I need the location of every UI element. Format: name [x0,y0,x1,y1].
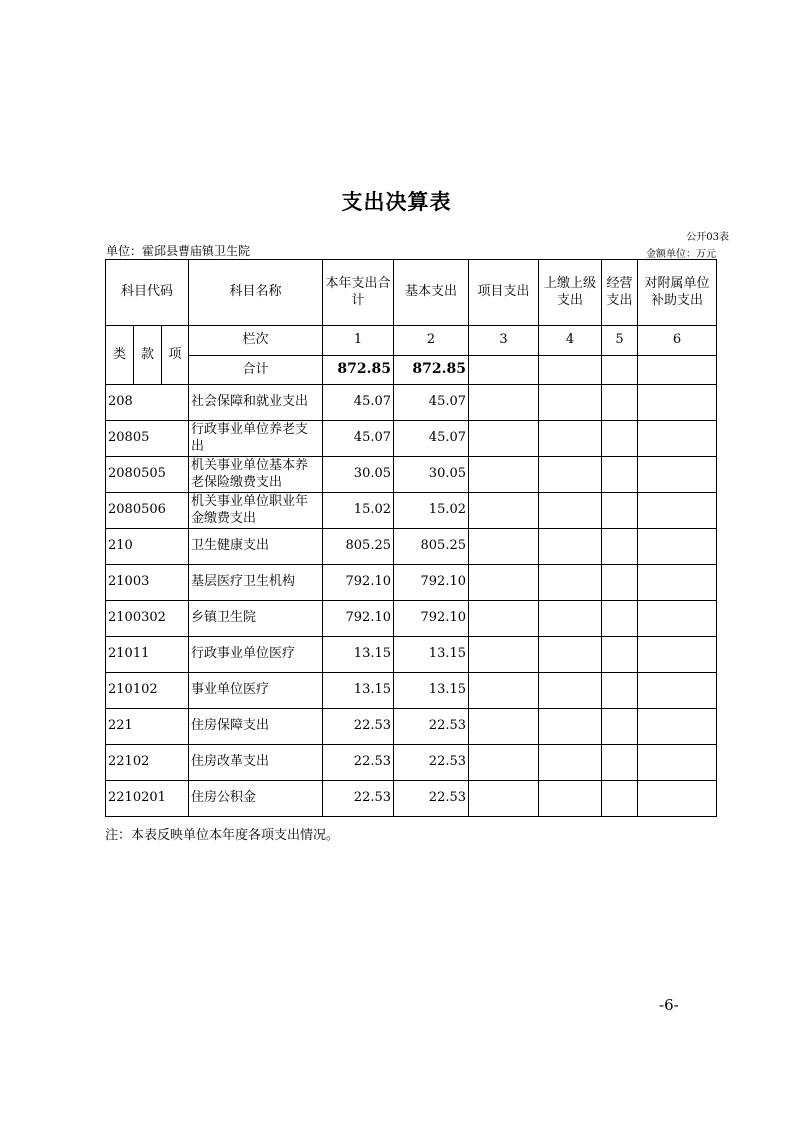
col-number-1: 1 [323,326,394,356]
row-total: 13.15 [323,673,394,709]
header-total: 本年支出合计 [323,260,394,326]
row-project [469,457,539,493]
sum-label: 合计 [189,356,323,385]
row-project [469,745,539,781]
row-name: 行政事业单位医疗 [189,637,323,673]
table-row [106,637,717,673]
row-upper [539,781,602,817]
row-name: 卫生健康支出 [189,529,323,565]
row-subsidy [638,709,717,745]
row-basic: 45.07 [394,421,469,457]
table-row [106,781,717,817]
row-code: 21011 [106,637,189,673]
row-subsidy [638,781,717,817]
table-row [106,673,717,709]
col-number-2: 2 [394,326,469,356]
row-code: 2080505 [106,457,189,493]
row-project [469,421,539,457]
row-business [602,493,638,529]
row-subsidy [638,421,717,457]
row-upper [539,385,602,421]
row-code: 208 [106,385,189,421]
row-upper [539,457,602,493]
row-business [602,673,638,709]
row-business [602,745,638,781]
row-name: 机关事业单位职业年金缴费支出 [189,493,323,529]
header-kuan: 款 [134,326,162,385]
row-upper [539,421,602,457]
row-total: 45.07 [323,385,394,421]
sum-business [602,356,638,385]
sum-basic: 872.85 [394,356,469,385]
row-upper [539,709,602,745]
row-subsidy [638,385,717,421]
expenditure-table [105,259,717,817]
row-upper [539,493,602,529]
row-total: 22.53 [323,709,394,745]
column-number-row [106,326,717,356]
page-title: 支出决算表 [341,190,452,214]
row-business [602,601,638,637]
row-name: 住房公积金 [189,781,323,817]
row-business [602,457,638,493]
row-project [469,385,539,421]
row-upper [539,565,602,601]
row-upper [539,673,602,709]
row-code: 210102 [106,673,189,709]
row-total: 805.25 [323,529,394,565]
row-name: 社会保障和就业支出 [189,385,323,421]
header-name: 科目名称 [189,260,323,326]
col-number-4: 4 [539,326,602,356]
sum-total: 872.85 [323,356,394,385]
row-basic: 15.02 [394,493,469,529]
row-total: 15.02 [323,493,394,529]
row-business [602,637,638,673]
row-subsidy [638,529,717,565]
header-basic: 基本支出 [394,260,469,326]
unit-label: 单位：霍邱县曹庙镇卫生院 [106,244,251,258]
row-business [602,709,638,745]
table-row [106,493,717,529]
row-project [469,709,539,745]
col-number-3: 3 [469,326,539,356]
row-project [469,673,539,709]
row-basic: 792.10 [394,601,469,637]
col-number-5: 5 [602,326,638,356]
header-lanci: 栏次 [189,326,323,356]
row-upper [539,601,602,637]
header-xiang: 项 [162,326,189,385]
table-row [106,565,717,601]
row-subsidy [638,457,717,493]
row-subsidy [638,601,717,637]
row-total: 30.05 [323,457,394,493]
header-project: 项目支出 [469,260,539,326]
row-total: 45.07 [323,421,394,457]
row-business [602,421,638,457]
row-basic: 22.53 [394,745,469,781]
row-upper [539,745,602,781]
row-code: 20805 [106,421,189,457]
row-subsidy [638,637,717,673]
row-total: 22.53 [323,745,394,781]
header-lei: 类 [106,326,134,385]
row-business [602,529,638,565]
table-row [106,385,717,421]
header-upper: 上缴上级支出 [539,260,602,326]
row-code: 21003 [106,565,189,601]
row-code: 2210201 [106,781,189,817]
sum-upper [539,356,602,385]
table-row [106,709,717,745]
row-total: 13.15 [323,637,394,673]
row-upper [539,637,602,673]
row-name: 事业单位医疗 [189,673,323,709]
row-project [469,493,539,529]
table-row [106,529,717,565]
row-code: 210 [106,529,189,565]
row-code: 2100302 [106,601,189,637]
row-basic: 805.25 [394,529,469,565]
row-code: 22102 [106,745,189,781]
row-basic: 22.53 [394,709,469,745]
row-subsidy [638,745,717,781]
row-project [469,529,539,565]
row-basic: 30.05 [394,457,469,493]
sum-project [469,356,539,385]
row-subsidy [638,565,717,601]
row-total: 22.53 [323,781,394,817]
row-upper [539,529,602,565]
row-name: 住房保障支出 [189,709,323,745]
row-code: 2080506 [106,493,189,529]
table-note: 注：本表反映单位本年度各项支出情况。 [105,828,340,843]
header-row [106,260,717,326]
row-basic: 13.15 [394,673,469,709]
amount-unit-label: 金额单位：万元 [646,249,716,260]
row-total: 792.10 [323,601,394,637]
row-project [469,637,539,673]
table-row [106,745,717,781]
row-name: 行政事业单位养老支出 [189,421,323,457]
row-basic: 13.15 [394,637,469,673]
row-basic: 22.53 [394,781,469,817]
row-business [602,565,638,601]
row-name: 机关事业单位基本养老保险缴费支出 [189,457,323,493]
row-subsidy [638,493,717,529]
row-name: 乡镇卫生院 [189,601,323,637]
header-code: 科目代码 [106,260,189,326]
table-row [106,601,717,637]
row-total: 792.10 [323,565,394,601]
row-code: 221 [106,709,189,745]
row-business [602,385,638,421]
row-subsidy [638,673,717,709]
header-business: 经营支出 [602,260,638,326]
row-project [469,601,539,637]
page-number: -6- [659,996,679,1014]
header-subsidy: 对附属单位补助支出 [638,260,717,326]
form-number: 公开03表 [686,232,729,243]
row-project [469,565,539,601]
row-basic: 792.10 [394,565,469,601]
table-row [106,457,717,493]
row-basic: 45.07 [394,385,469,421]
table-row [106,421,717,457]
row-name: 住房改革支出 [189,745,323,781]
col-number-6: 6 [638,326,717,356]
sum-row [106,356,717,385]
row-project [469,781,539,817]
row-name: 基层医疗卫生机构 [189,565,323,601]
sum-subsidy [638,356,717,385]
row-business [602,781,638,817]
